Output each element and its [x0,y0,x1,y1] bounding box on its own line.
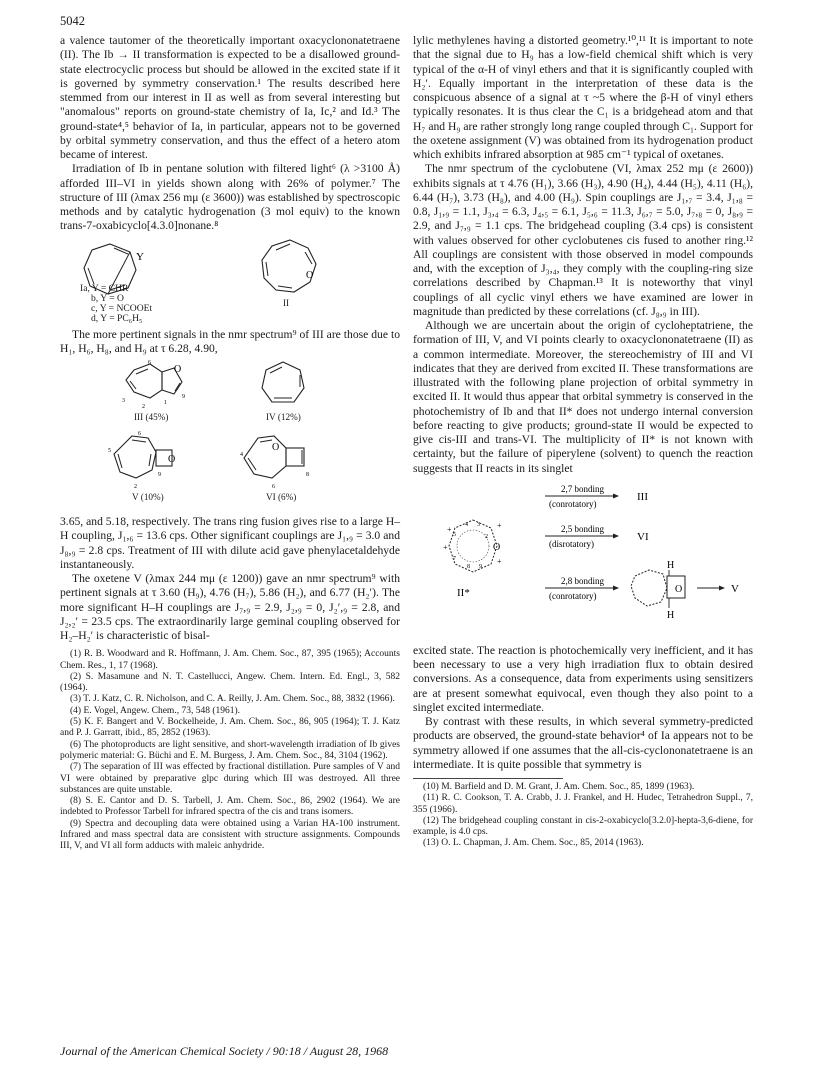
svg-text:9: 9 [479,563,482,570]
paragraph: By contrast with these results, in which several symmetry-predicted products are observed, the ground-state behavior⁴ of Ia appears not to be symmetry allowed if one assumes that the all-cis-cyclononatetraene is an intermediate. It is quite possible that symmetry is [413,715,753,771]
footnote: (9) Spectra and decoupling data were obtained using a Varian HA-100 instrument. Infrared and mass spectral data are consistent with structure assignments. Compounds III, V, and VI all form adducts with maleic anhydride. [60,818,400,852]
mode-label-3: (conrotatory) [549,590,597,601]
paragraph: Irradiation of Ib in pentane solution with filtered light⁶ (λ >3100 Å) afforded III–VI in yields shown along with 26% of polymer.⁷ The structure of III (λmax 256 mμ (ε 3600)) was established by spectroscopic methods and by catalytic hydrogenation (3 mol equiv) to the known trans-7-oxabicyclo[4.3.0]nonane.⁸ [60,162,400,233]
mode-label-1: (conrotatory) [549,498,597,509]
compound-ii-label: II [283,297,290,308]
svg-text:4: 4 [240,452,243,458]
footnote: (1) R. B. Woodward and R. Hoffmann, J. Am. Chem. Soc., 87, 395 (1965); Accounts Chem. Res., 1, 17 (1968). [60,649,400,671]
footnote: (11) R. C. Cookson, T. A. Crabb, J. J. Frankel, and H. Hudec, Tetrahedron Suppl., 7, 355 (1966). [413,793,753,815]
scheme-drawing [413,478,753,638]
compound-iv-label: IV (12%) [266,412,301,422]
footnote: (13) O. L. Chapman, J. Am. Chem. Soc., 85, 2014 (1963). [423,838,644,849]
structure-figure-i-ii [60,236,400,324]
svg-text:9: 9 [158,472,161,478]
footnote: (7) The separation of III was effected by fractional distillation. Pure samples of V and VI were obtained by preparative glpc during which III was destroyed. All three substances are quite unstable. [60,762,400,795]
svg-text:3: 3 [122,398,125,404]
footnote: (3) T. J. Katz, C. R. Nicholson, and C. A. Reilly, J. Am. Chem. Soc., 88, 3832 (1966). [70,694,395,705]
svg-text:6: 6 [148,360,151,366]
footnote: (12) The bridgehead coupling constant in cis-2-oxabicyclo[3.2.0]-hepta-3,6-diene, for example, is 4.0 cps. [413,815,753,838]
svg-text:2: 2 [142,404,145,410]
bonding-label-1: 2,7 bonding [561,483,605,494]
h-bottom-label: H [667,609,675,621]
structure-v-drawing [102,430,192,492]
footnotes-left [60,649,400,852]
paragraph: The oxetene V (λmax 244 mμ (ε 1200)) gave an nmr spectrum⁹ with pertinent signals at τ 3.60 (H₉), 4.76 (H₇), 5.86 (H₂), and 6.77 (H₂′). The more significant H–H couplings are J₇,₉ = 2.9, J₂,₉ = 0, J₂′,₉ = 2.8, and J₂,₂′ = 23.5 cps. The extraordinarily large geminal coupling observed for H₂–H₂′ is characteristic of bisal- [60,572,400,642]
svg-text:+: + [447,524,452,534]
substituent-ic: c, Y = NCOOEt [91,302,153,314]
svg-text:+: + [443,542,448,552]
svg-text:8: 8 [306,472,309,478]
svg-text:+: + [497,556,502,566]
journal-footer: Journal of the American Chemical Society / 90:18 / August 28, 1968 [60,1044,389,1058]
paragraph: The more pertinent signals in the nmr spectrum⁹ of III are those due to H₁, H₆, H₈, and H₉ at τ 6.28, 4.90, [60,327,400,355]
svg-text:1: 1 [164,400,167,406]
paragraph: 3.65, and 5.18, respectively. The trans ring fusion gives rise to a large H–H coupling, J₁,₆ = 13.6 cps. Other significant couplings are J₁,₉ = 3.0 and J₈,₉ = 2.8 cps. Treatment of III with dilute acid gave phenylacetaldehyde instantaneously. [60,515,400,571]
y-atom-label: Y [136,250,144,263]
footnote: (5) K. F. Bangert and V. Bockelheide, J. Am. Chem. Soc., 86, 905 (1964); T. J. Katz and P. J. Garratt, ibid., 85, 2852 (1963). [60,717,400,739]
left-column [60,34,400,853]
intermediate-label: II* [457,586,470,599]
svg-text:+: + [497,520,502,530]
svg-text:3: 3 [477,521,480,528]
bonding-label-3: 2,8 bonding [561,575,605,586]
product-label-2: VI [637,530,649,543]
svg-text:8: 8 [467,563,470,570]
svg-text:O: O [168,454,176,465]
svg-text:2: 2 [134,484,137,490]
paragraph: a valence tautomer of the theoretically important oxacyclononatetraene (II). The Ib → II transformation is expected to be a disallowed ground-state electrocyclic process but should be allowed in the excited state if it is governed by symmetry conservation.¹ The results described here stemmed from our interest in II as well as from several interesting but "anomalous" reports on ground-state chemistry of Ia, Ic,² and Id.³ The ground-state⁴,⁵ behavior of Ia, in particular, appears not to be governed by orbital symmetry conservation, and thus the effect of a hetero atom became of interest. [60,34,400,161]
h-top-label: H [667,559,675,571]
paragraph: The nmr spectrum of the cyclobutene (VI, λmax 252 mμ (ε 2600)) exhibits signals at τ 4.76 (H₁), 3.66 (H₃), 4.90 (H₄), 4.44 (H₅), 4.11 (H₆), 6.44 (H₇), 3.73 (H₈), and 4.00 (H₉). Spin couplings are J₁,₇ = 3.4, J₁,₈ = 0.8, J₁,₉ = 1.1, J₃,₄ = 6.3, J₄,₅ = 6.1, J₅,₆ = 11.3, J₆,₇ = 5.0, J₇,₈ = 0, J₈,₉ = 2.9, and J₇,₉ = 1.1 cps. The bridgehead coupling (3.4 cps) is consistent with values observed for other cyclobutenes cis fused to another ring.¹² All couplings are consistent with those observed in model compounds and, with the exception of J₃,₄, they comply with the coupling-ring size correlations described by Chapman.¹³ It is noteworthy that vinyl couplings of all cyclic vinyl ethers we have examined are lower in magnitude than predicted by these correlations (cf. J₈,₉ in III). [413,162,753,318]
o-atom-label: O [306,269,314,281]
svg-text:7: 7 [453,555,456,562]
svg-text:9: 9 [182,394,185,400]
footnote: (2) S. Masamune and N. T. Castellucci, Angew. Chem. Intern. Ed. Engl., 3, 582 (1964). [60,671,400,694]
footnotes-right [413,782,753,850]
compound-v-label: V (10%) [132,492,164,502]
structure-ii-drawing [250,236,330,298]
substituent-ib: b, Y = O [91,292,124,304]
footnote: (10) M. Barfield and D. M. Grant, J. Am. Chem. Soc., 85, 1899 (1963). [423,782,695,792]
substituent-list [80,284,152,324]
substituent-id: d, Y = PC₆H₅ [91,312,143,324]
svg-text:O: O [272,442,280,453]
compound-vi-label: VI (6%) [266,492,297,502]
svg-text:O: O [174,364,182,375]
paragraph: lylic methylenes having a distorted geometry.¹⁰,¹¹ It is important to note that the signal due to H₉ has a low-field chemical shift which is very typical of the α-H of vinyl ethers and that it is significantly coupled with H₂′. Equally important in the interpretation of these data is the conspicuous absence of a signal at τ ~5 where the β-H of vinyl ethers typically resonates. It is thus clear the C₁ is a bridgehead atom and that H₇ and H₉ are rather strongly long range coupled through C₁. Support for the oxetene assignment (V) was obtained from its hydrogenation product which exhibits infrared absorption at 985 cm⁻¹ typical of oxetanes. [413,34,753,161]
svg-text:5: 5 [453,531,456,538]
paragraph: excited state. The reaction is photochemically very inefficient, and it has been necessary to use a very high irradiation flux to obtain desired conversions. As a consequence, data from experiments using sensitizers are at present somewhat equivocal, even though they also point to a singlet excited intermediate. [413,643,753,714]
svg-text:2: 2 [485,533,488,540]
bonding-label-2: 2,5 bonding [561,523,605,534]
paragraph: Although we are uncertain about the origin of cycloheptatriene, the formation of III, V, and VI points clearly to oxacyclononatetraene (II) as a common intermediate. Moreover, the stereochemistry of III and VI indicates that they are derived from excited II. These transformations are illustrated with the following plane projection of orbital symmetry in excited II. It would thus appear that orbital symmetry is conserved in the photochemistry of Ib and that II* does not undergo internal conversion before reacting to give products; ground-state II would be expected to give cis-III and trans-VI. The multiplicity of II* is not known with certainty, but the failure of piperylene (solvent) to quench the reaction suggests that II reacts in its singlet [413,319,753,475]
structure-iii-drawing [112,358,202,420]
footnote: (6) The photoproducts are light sensitive, and short-wavelength irradiation of Ib gives polymeric material: G. Büchi and E. M. Burgess, J. Am. Chem. Soc., 84, 3104 (1962). [60,739,400,761]
structure-figure-iii-vi [60,358,400,511]
orbital-symmetry-scheme [413,478,753,640]
svg-text:5: 5 [108,448,111,454]
right-column [413,34,753,850]
footnote: (8) S. E. Cantor and D. S. Tarbell, J. Am. Chem. Soc., 86, 2902 (1964). We are indebted to Professor Tarbell for infrared spectra of the cis and trans isomers. [60,796,400,818]
page-number: 5042 [60,14,85,28]
product-label-3: V [731,582,739,595]
svg-text:6: 6 [272,484,275,490]
svg-text:6: 6 [138,431,141,437]
footnote-rule [413,778,563,779]
structure-vi-drawing [232,430,322,492]
footnote: (4) E. Vogel, Angew. Chem., 73, 548 (1961). [70,705,241,716]
scheme-o-atom: O [493,541,501,553]
structure-iv-drawing [248,358,318,414]
substituent-ia: Ia, Y = CHR [80,282,129,294]
product-label-1: III [637,490,648,503]
svg-text:4: 4 [465,521,468,528]
mode-label-2: (disrotatory) [549,538,594,549]
compound-iii-label: III (45%) [134,412,169,422]
scheme-o-atom-2: O [675,583,683,595]
